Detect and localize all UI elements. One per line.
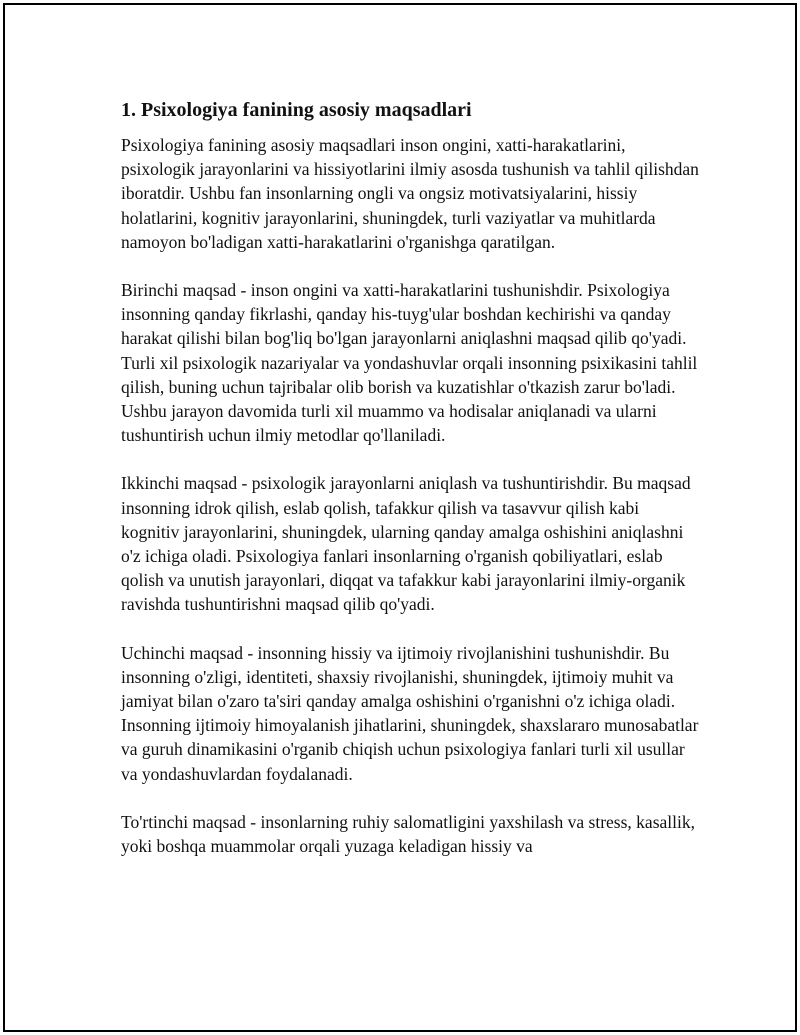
section-heading: 1. Psixologiya fanining asosiy maqsadlari (121, 99, 472, 121)
paragraph-intro: Psixologiya fanining asosiy maqsadlari inson ongini, xatti-harakatlarini, psixologik jarayonlarini va hissiyotlarini ilmiy asosda tushunish va tahlil qilishdan iboratdir. Ushbu fan insonlarning ongli va ongsiz motivatsiyalarini, hissiy holatlarini, kognitiv jarayonlarini, shuningdek, turli vaziyatlar va muhitlarda namoyon bo'ladigan xatti-harakatlarini o'rganishga qaratilgan. (121, 135, 699, 252)
paragraph-first-goal: Birinchi maqsad - inson ongini va xatti-harakatlarini tushunishdir. Psixologiya insonning qanday fikrlashi, qanday his-tuyg'ular boshdan kechirishi va qanday harakat qilishi bilan bog'liq bo'lgan jarayonlarni aniqlashni maqsad qilib qo'yadi. Turli xil psixologik nazariyalar va yondashuvlar orqali insonning psixikasini tahlil qilish, buning uchun tajribalar olib borish va kuzatishlar o'tkazish zarur bo'ladi. Ushbu jarayon davomida turli xil muammo va hodisalar aniqlanadi va ularni tushuntirish uchun ilmiy metodlar qo'llaniladi. (121, 280, 698, 446)
document-body (121, 97, 701, 882)
paragraph-fourth-goal: To'rtinchi maqsad - insonlarning ruhiy salomatligini yaxshilash va stress, kasallik, yoki boshqa muammolar orqali yuzaga keladigan hissiy va (121, 811, 695, 857)
page-frame (3, 3, 797, 1032)
paragraph-second-goal: Ikkinchi maqsad - psixologik jarayonlarni aniqlash va tushuntirishdir. Bu maqsad insonning idrok qilish, eslab qolish, tafakkur qilish va tasavvur qilish kabi kognitiv jarayonlarini, shuningdek, ularning qanday amalga oshishini aniqlashni o'z ichiga oladi. Psixologiya fanlari insonlarning o'rganish qobiliyatlari, eslab qolish va unutish jarayonlari, diqqat va tafakkur kabi jarayonlarini ilmiy-organik ravishda tushuntirishni maqsad qilib qo'yadi. (121, 473, 691, 615)
paragraph-third-goal: Uchinchi maqsad - insonning hissiy va ijtimoiy rivojlanishini tushunishdir. Bu insonning o'zligi, identiteti, shaxsiy rivojlanishi, shuningdek, ijtimoiy muhit va jamiyat bilan o'zaro ta'siri qanday amalga oshishini o'rganishni o'z ichiga oladi. Insonning ijtimoiy himoyalanish jihatlarini, shuningdek, shaxslararo munosabatlar va guruh dinamikasini o'rganib chiqish uchun psixologiya fanlari turli xil usullar va yondashuvlardan foydalanadi. (121, 642, 699, 784)
